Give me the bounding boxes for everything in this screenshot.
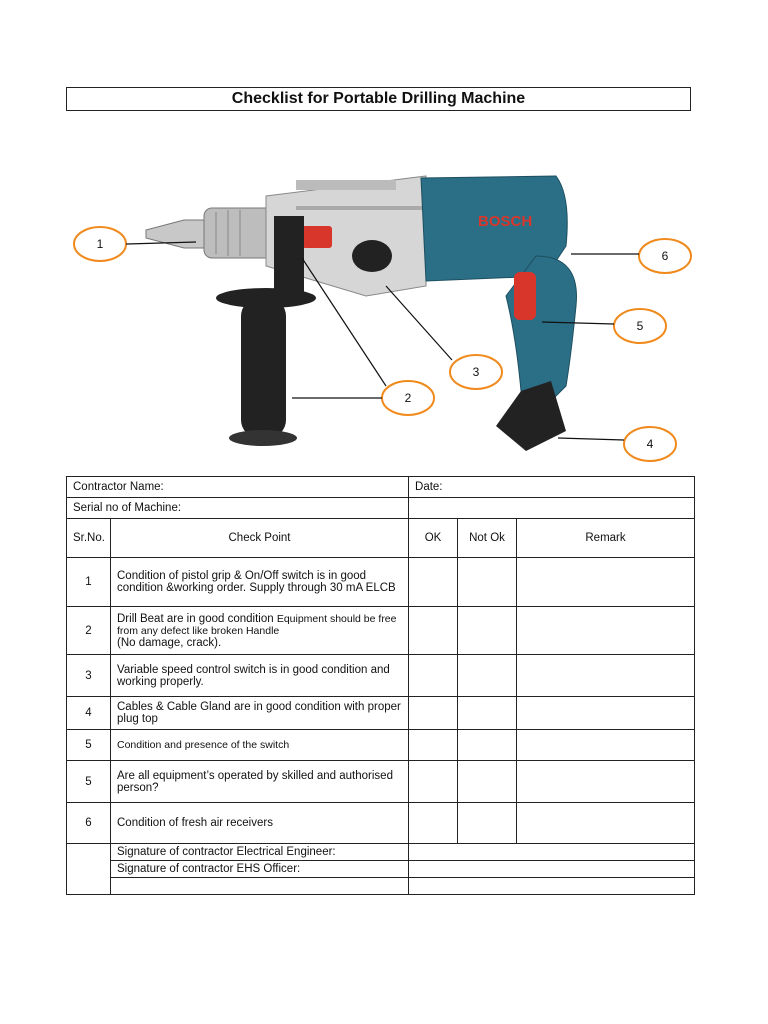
table-row <box>67 655 695 697</box>
ok-cell[interactable] <box>409 730 458 761</box>
table-row <box>67 761 695 803</box>
row-number: 5 <box>67 761 111 803</box>
signature-electrical-field[interactable] <box>409 844 695 861</box>
page-title: Checklist for Portable Drilling Machine <box>66 87 691 111</box>
ok-cell[interactable] <box>409 655 458 697</box>
signature-ehs-label: Signature of contractor EHS Officer: <box>111 861 409 878</box>
remark-cell[interactable] <box>517 697 695 730</box>
table-header <box>67 519 695 558</box>
table-row <box>67 558 695 607</box>
signature-ehs-field[interactable] <box>409 861 695 878</box>
row-number: 3 <box>67 655 111 697</box>
not-ok-cell[interactable] <box>458 803 517 844</box>
table-row <box>67 730 695 761</box>
remark-cell[interactable] <box>517 607 695 655</box>
remark-cell[interactable] <box>517 655 695 697</box>
signature-blank-field[interactable] <box>409 878 695 895</box>
table-row <box>67 607 695 655</box>
callout-5: 5 <box>636 319 644 333</box>
not-ok-cell[interactable] <box>458 761 517 803</box>
check-point-text: Cables & Cable Gland are in good condition with proper plug top <box>111 697 409 730</box>
ok-cell[interactable] <box>409 558 458 607</box>
remark-cell[interactable] <box>517 761 695 803</box>
check-point-text-c: (No damage, crack). <box>117 636 222 649</box>
signature-row-blank <box>67 878 695 895</box>
check-point-text: Are all equipment’s operated by skilled and authorised person? <box>111 761 409 803</box>
serial-label: Serial no of Machine: <box>67 498 409 519</box>
remark-cell[interactable] <box>517 558 695 607</box>
not-ok-cell[interactable] <box>458 697 517 730</box>
callout-1: 1 <box>96 237 104 251</box>
header-not-ok: Not Ok <box>458 519 517 558</box>
not-ok-cell[interactable] <box>458 558 517 607</box>
remark-cell[interactable] <box>517 730 695 761</box>
check-point-text: Variable speed control switch is in good condition and working properly. <box>111 655 409 697</box>
contractor-row <box>67 477 695 498</box>
header-check-point: Check Point <box>111 519 409 558</box>
not-ok-cell[interactable] <box>458 655 517 697</box>
table-row <box>67 803 695 844</box>
not-ok-cell[interactable] <box>458 607 517 655</box>
drill-image <box>146 176 577 451</box>
callout-2: 2 <box>404 391 412 405</box>
checklist-table <box>66 476 695 895</box>
date-label: Date: <box>409 477 695 498</box>
serial-row <box>67 498 695 519</box>
check-point-text: Condition of pistol grip & On/Off switch is in good condition &working order. Supply through 30 mA ELCB <box>111 558 409 607</box>
row-number: 1 <box>67 558 111 607</box>
remark-cell[interactable] <box>517 803 695 844</box>
serial-value[interactable] <box>409 498 695 519</box>
signature-blank-cell <box>67 844 111 895</box>
signature-row-ehs <box>67 861 695 878</box>
header-remark: Remark <box>517 519 695 558</box>
table-row <box>67 697 695 730</box>
row-number: 6 <box>67 803 111 844</box>
row-number: 4 <box>67 697 111 730</box>
ok-cell[interactable] <box>409 697 458 730</box>
signature-electrical-label: Signature of contractor Electrical Engineer: <box>111 844 409 861</box>
check-point-text-a: Drill Beat are in good condition <box>117 612 277 625</box>
header-ok: OK <box>409 519 458 558</box>
callout-6: 6 <box>661 249 669 263</box>
check-point-text: Condition of fresh air receivers <box>111 803 409 844</box>
callout-4: 4 <box>646 437 654 451</box>
not-ok-cell[interactable] <box>458 730 517 761</box>
row-number: 2 <box>67 607 111 655</box>
signature-blank-label <box>111 878 409 895</box>
ok-cell[interactable] <box>409 761 458 803</box>
drill-illustration <box>66 136 694 466</box>
contractor-name-label: Contractor Name: <box>67 477 409 498</box>
callout-3: 3 <box>472 365 480 379</box>
ok-cell[interactable] <box>409 607 458 655</box>
check-point-text: Condition and presence of the switch <box>111 730 409 761</box>
check-point-text-b: Equipment should be free from any defect like broken Handle <box>117 612 397 637</box>
signature-row-electrical <box>67 844 695 861</box>
ok-cell[interactable] <box>409 803 458 844</box>
brand-text: BOSCH <box>478 213 533 230</box>
check-point-text <box>111 607 409 655</box>
header-srno: Sr.No. <box>67 519 111 558</box>
row-number: 5 <box>67 730 111 761</box>
